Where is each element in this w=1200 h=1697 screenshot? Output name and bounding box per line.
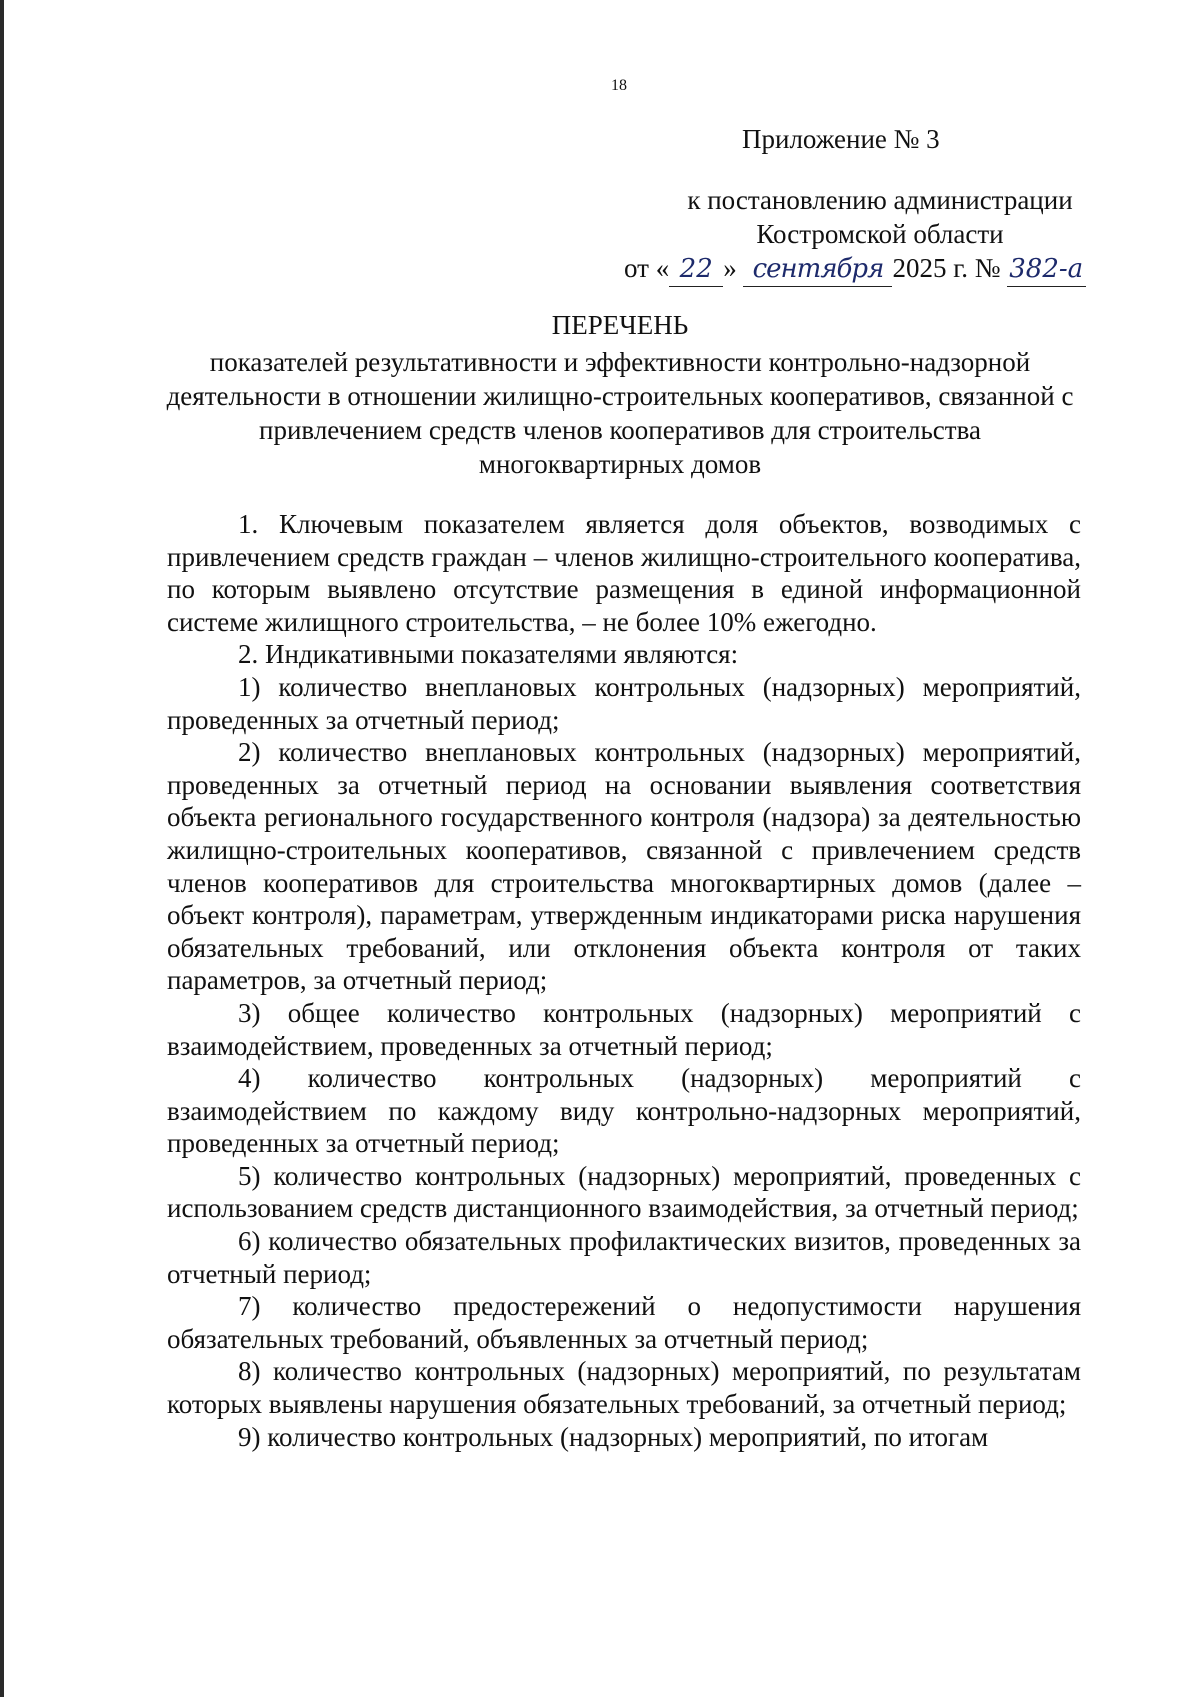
handwritten-month: сентября [743, 252, 892, 287]
page-number: 18 [611, 77, 627, 94]
annex-line-1: к постановлению администрации [687, 185, 1073, 215]
paragraph: 5) количество контрольных (надзорных) мероприятий, проведенных с использованием средств дистанционного взаимодействия, за отчетный период; [167, 1160, 1081, 1224]
annex-line-2: Костромской области [756, 219, 1004, 249]
date-prefix: от « [624, 253, 670, 283]
paragraph: 6) количество обязательных профилактических визитов, проведенных за отчетный период; [167, 1226, 1081, 1289]
date-year: 2025 г. № [892, 253, 1001, 283]
paragraph: 8) количество контрольных (надзорных) мероприятий, по результатам которых выявлены нарушения обязательных требований, за отчетный период; [167, 1356, 1081, 1420]
paragraph: 2. Индикативными показателями являются: [238, 639, 739, 670]
date-mid: » [723, 253, 737, 283]
paragraph: 7) количество предостережений о недопустимости нарушения обязательных требований, объявленных за отчетный период; [167, 1291, 1081, 1354]
document-body [167, 508, 1081, 1453]
annex-title: Приложение № 3 [742, 124, 940, 154]
scan-edge [0, 0, 4, 1697]
paragraph: 1) количество внеплановых контрольных (надзорных) мероприятий, проведенных за отчетный период; [167, 671, 1081, 735]
paragraph: 4) количество контрольных (надзорных) мероприятий с взаимодействием по каждому виду контрольно-надзорных мероприятий, проведенных за отчетный период; [167, 1063, 1081, 1159]
paragraph: 1. Ключевым показателем является доля объектов, возводимых с привлечением средств граждан – членов жилищно-строительного кооператива, по которым выявлено отсутствие размещения в единой информационной системе жилищного строительства, – не более 10% ежегодно. [167, 509, 1081, 637]
paragraph: 3) общее количество контрольных (надзорных) мероприятий с взаимодействием, проведенных за отчетный период; [167, 997, 1081, 1061]
paragraph: 2) количество внеплановых контрольных (надзорных) мероприятий, проведенных за отчетный период на основании выявления соответствия объекта регионального государственного контроля (надзора) за деятельностью жилищно-строительных кооперативов, связанной с привлечением средств членов кооперативов для строительства многоквартирных домов (далее – объект контроля), параметрам, утвержденным индикаторами риска нарушения обязательных требований, или отклонения объекта контроля от таких параметров, за отчетный период; [167, 737, 1081, 996]
handwritten-day: 22 [669, 252, 723, 287]
document-subtitle: показателей результативности и эффективности контрольно-надзорной деятельности в отношении жилищно-строительных кооперативов, связанной с привлечением средств членов кооперативов для строительства многоквартирных домов [166, 347, 1074, 479]
annex-date-line [624, 251, 1086, 287]
paragraph: 9) количество контрольных (надзорных) мероприятий, по итогам [238, 1421, 989, 1452]
document-title: ПЕРЕЧЕНЬ [551, 310, 689, 340]
handwritten-number: 382-а [1007, 252, 1086, 287]
